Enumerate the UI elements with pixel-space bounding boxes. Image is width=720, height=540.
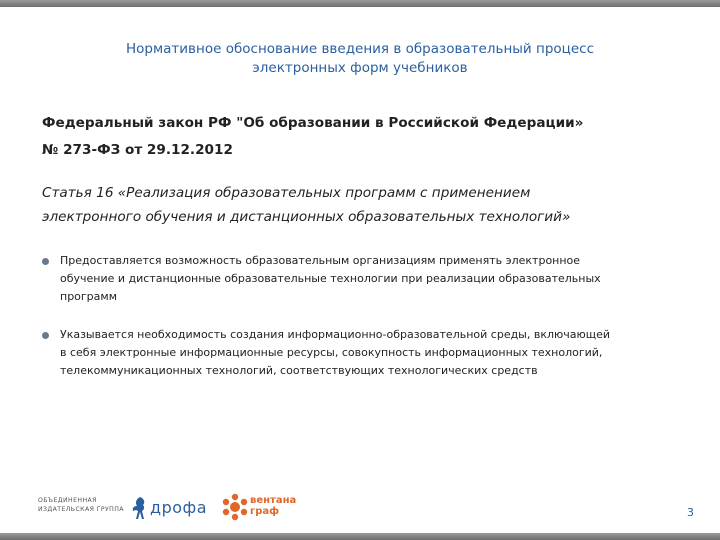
bullet-line: программ [60,290,118,303]
bustard-bird-icon [128,495,150,521]
article-heading-line-2: электронного обучения и дистанционных образовательных технологий» [42,209,571,225]
bullet-line: в себя электронные информационные ресурсы, совокупность информационных технологий, [60,346,603,359]
article-heading [42,181,692,229]
bullet-item [42,326,662,380]
bottom-bar [0,533,720,540]
law-heading-line-2: № 273-ФЗ от 29.12.2012 [42,142,233,158]
footer [0,490,720,526]
page-number: 3 [687,506,694,519]
bullet-list [42,252,662,380]
bullet-line: Предоставляется возможность образовательным организациям применять электронное [60,254,581,267]
ventana-logo-line-2: граф [250,506,280,517]
bullet-line: телекоммуникационных технологий, соответствующих технологических средств [60,364,538,377]
slide-title-line-1: Нормативное обоснование введения в образовательный процесс [125,41,594,57]
bullet-item [42,252,662,306]
ventana-sun-icon [222,493,248,521]
publishing-group-logo [38,496,124,514]
ventana-logo-text [250,495,296,517]
article-heading-line-1: Статья 16 «Реализация образовательных программ с применением [42,185,531,201]
publishing-group-logo-line-1: ОБЪЕДИНЕННАЯ [38,497,97,504]
slide-title-line-2: электронных форм учебников [252,60,468,76]
slide-title [60,40,660,78]
bullet-dot-icon [42,332,49,339]
bullet-line: Указывается необходимость создания информационно-образовательной среды, включающей [60,328,611,341]
law-heading [42,110,682,164]
bullet-line: обучение и дистанционные образовательные технологии при реализации образовательных [60,272,601,285]
ventana-logo-line-1: вентана [250,495,297,506]
publishing-group-logo-line-2: ИЗДАТЕЛЬСКАЯ ГРУППА [38,506,124,513]
bullet-dot-icon [42,258,49,265]
law-heading-line-1: Федеральный закон РФ "Об образовании в Российской Федерации» [42,115,584,131]
top-bar [0,0,720,7]
drofa-logo-text: дрофа [150,498,207,517]
